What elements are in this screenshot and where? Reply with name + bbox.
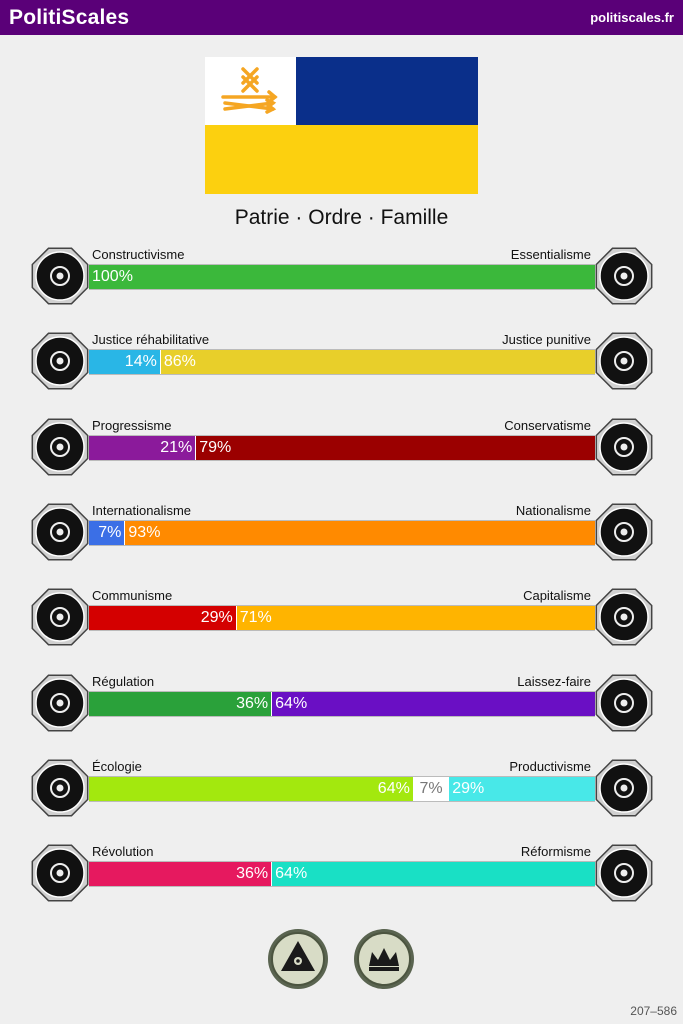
fist-icon xyxy=(29,842,91,904)
axis-segment: 7% xyxy=(413,777,448,801)
axis-segment: 21% xyxy=(89,436,195,460)
axis-right-label: Justice punitive xyxy=(502,332,591,348)
axis-left-label: Progressisme xyxy=(92,417,172,433)
axis-right-label: Nationalisme xyxy=(515,502,591,518)
axis-segment: 29% xyxy=(89,606,236,630)
gear-icon xyxy=(593,757,655,819)
axis-left-label: Communisme xyxy=(92,588,173,604)
axis-segment: 93% xyxy=(124,521,595,545)
axis-row xyxy=(0,245,683,315)
eye-icon xyxy=(29,245,91,307)
axis-segment: 36% xyxy=(89,862,271,886)
axis-left-label: Internationalisme xyxy=(92,502,191,518)
slogan: Patrie · Ordre · Famille xyxy=(234,206,449,229)
handshake-icon xyxy=(29,330,91,392)
axis-left-label: Constructivisme xyxy=(92,247,185,262)
axis-left-label: Justice réhabilitative xyxy=(92,332,210,348)
flower-icon xyxy=(593,245,655,307)
flag-canton xyxy=(205,57,296,125)
axis-right-label: Capitalisme xyxy=(523,588,591,604)
axis-bar xyxy=(89,435,595,461)
axis-segment: 64% xyxy=(271,692,595,716)
axis-segment: 14% xyxy=(89,350,160,374)
axis-left-label: Écologie xyxy=(92,758,142,774)
axis-row xyxy=(0,330,683,400)
eye-pyramid-seal-icon xyxy=(267,928,329,990)
brand-title[interactable]: PolitiScales xyxy=(9,5,130,29)
prison-bars-icon xyxy=(593,330,655,392)
axis-segment: 71% xyxy=(236,606,595,630)
axis-row xyxy=(0,501,683,571)
axis-right-label: Essentialisme xyxy=(510,247,591,262)
axis-right-label: Réformisme xyxy=(520,844,591,860)
money-bag-icon xyxy=(593,586,655,648)
axis-right-label: Productivisme xyxy=(509,758,591,774)
axis-bar xyxy=(89,776,595,802)
axis-segment: 86% xyxy=(160,350,595,374)
hammer-sickle-icon xyxy=(29,586,91,648)
flag-bottom-band xyxy=(205,125,478,194)
axis-bar xyxy=(89,520,595,546)
axis-row xyxy=(0,842,683,912)
landscape-icon xyxy=(593,842,655,904)
axis-bar xyxy=(89,264,595,290)
axis-row xyxy=(0,586,683,656)
crown-seal-icon xyxy=(353,928,415,990)
axis-segment: 64% xyxy=(89,777,413,801)
site-url[interactable]: politiscales.fr xyxy=(590,10,674,25)
axis-left-label: Régulation xyxy=(92,673,155,689)
flag-top-right-band xyxy=(296,57,478,125)
axis-segment: 79% xyxy=(195,436,595,460)
app-header xyxy=(0,0,683,35)
axis-bar xyxy=(89,861,595,887)
axis-segment: 36% xyxy=(89,692,271,716)
rocket-icon xyxy=(29,416,91,478)
ideology-flag xyxy=(205,57,478,194)
bonus-badges xyxy=(0,928,683,992)
globe-icon xyxy=(29,501,91,563)
result-code: 207–586 xyxy=(630,1004,677,1018)
axis-right-label: Laissez-faire xyxy=(517,673,591,689)
axis-row xyxy=(0,757,683,827)
axis-row xyxy=(0,416,683,486)
ruler-icon xyxy=(29,672,91,734)
butterfly-icon xyxy=(593,672,655,734)
axis-left-label: Révolution xyxy=(92,844,154,860)
axis-right-label: Conservatisme xyxy=(504,417,591,433)
leaf-icon xyxy=(29,757,91,819)
quill-icon xyxy=(593,416,655,478)
axis-bar xyxy=(89,691,595,717)
axis-bar xyxy=(89,605,595,631)
axis-bar xyxy=(89,349,595,375)
flag-icon xyxy=(593,501,655,563)
axis-segment: 64% xyxy=(271,862,595,886)
axis-segment: 29% xyxy=(448,777,595,801)
axis-segment: 7% xyxy=(89,521,124,545)
axis-row xyxy=(0,672,683,742)
axis-segment: 100% xyxy=(89,265,595,289)
